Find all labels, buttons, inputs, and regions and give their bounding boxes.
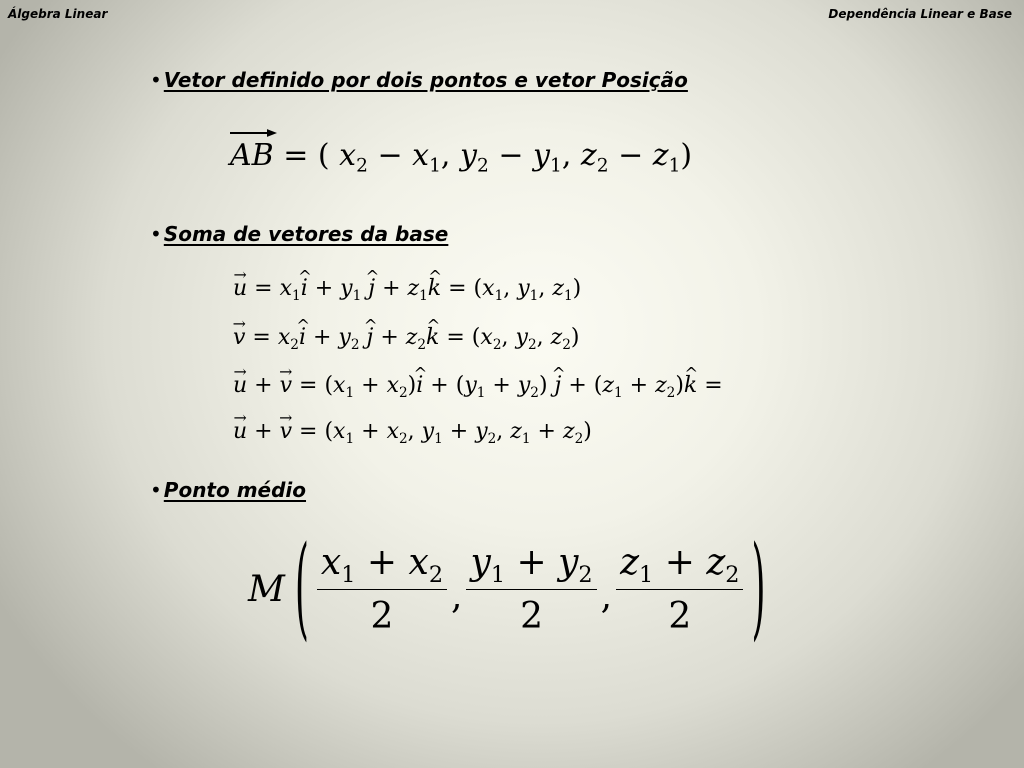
header-right-title: Dependência Linear e Base xyxy=(828,7,1012,21)
section-title: Soma de vetores da base xyxy=(163,222,449,246)
formula-v: → $v = x_2\^{}$ $i + y_2$ ^ $j + z_2\^{}$ $k = (x_2$, $y_2$, $z_2$) xyxy=(233,325,579,350)
bullet-dot: • xyxy=(150,68,162,92)
bullet-dot: • xyxy=(150,478,162,502)
right-paren: ) xyxy=(751,525,766,653)
formula-u: → $u = x_1\^{}$ $i + y_1$ ^ $j + z_1\^{}$ $k = (x_1$, $y_1$, $z_1$) xyxy=(233,276,581,301)
section-heading-vector-two-points xyxy=(150,68,688,92)
left-paren: ( xyxy=(294,525,309,653)
fraction-x: $\frac{x_1 + x_2}{2}$ xyxy=(317,542,447,637)
formula-midpoint: M ( $\frac{x_1 + x_2}{2}$ , $\frac{y_1 + y_2}{2}$ , $\frac{z_1 + z_2}{2}$ ) xyxy=(248,525,766,653)
section-heading-base-sum xyxy=(150,222,448,246)
fraction-y: $\frac{y_1 + y_2}{2}$ xyxy=(466,542,596,637)
section-title: Ponto médio xyxy=(163,478,307,502)
formula-sum-tuple: → u + → $v = (x_1 + x_2$, $y_1 + y_2$, $z_1 + z_2$) xyxy=(233,419,592,444)
header-left-title: Álgebra Linear xyxy=(8,7,108,21)
fraction-z: $\frac{z_1 + z_2}{2}$ xyxy=(616,542,743,637)
bullet-dot: • xyxy=(150,222,162,246)
vector-ab-symbol: AB xyxy=(230,138,274,173)
formula-sum-components: → u + → $v = (x_1$ + $x_2)\^{}$ $i + (y_1 + y_2)$ ^ $j + (z_1$ + $z_2)\^{}$ k = xyxy=(233,373,723,398)
formula-ab: AB = ( $x_2 - x_1$, $y_2 - y_1$, $z_2 - z_1$) xyxy=(230,138,692,173)
midpoint-symbol: M xyxy=(248,568,285,610)
section-title: Vetor definido por dois pontos e vetor Posição xyxy=(163,68,688,92)
section-heading-midpoint xyxy=(150,478,306,502)
